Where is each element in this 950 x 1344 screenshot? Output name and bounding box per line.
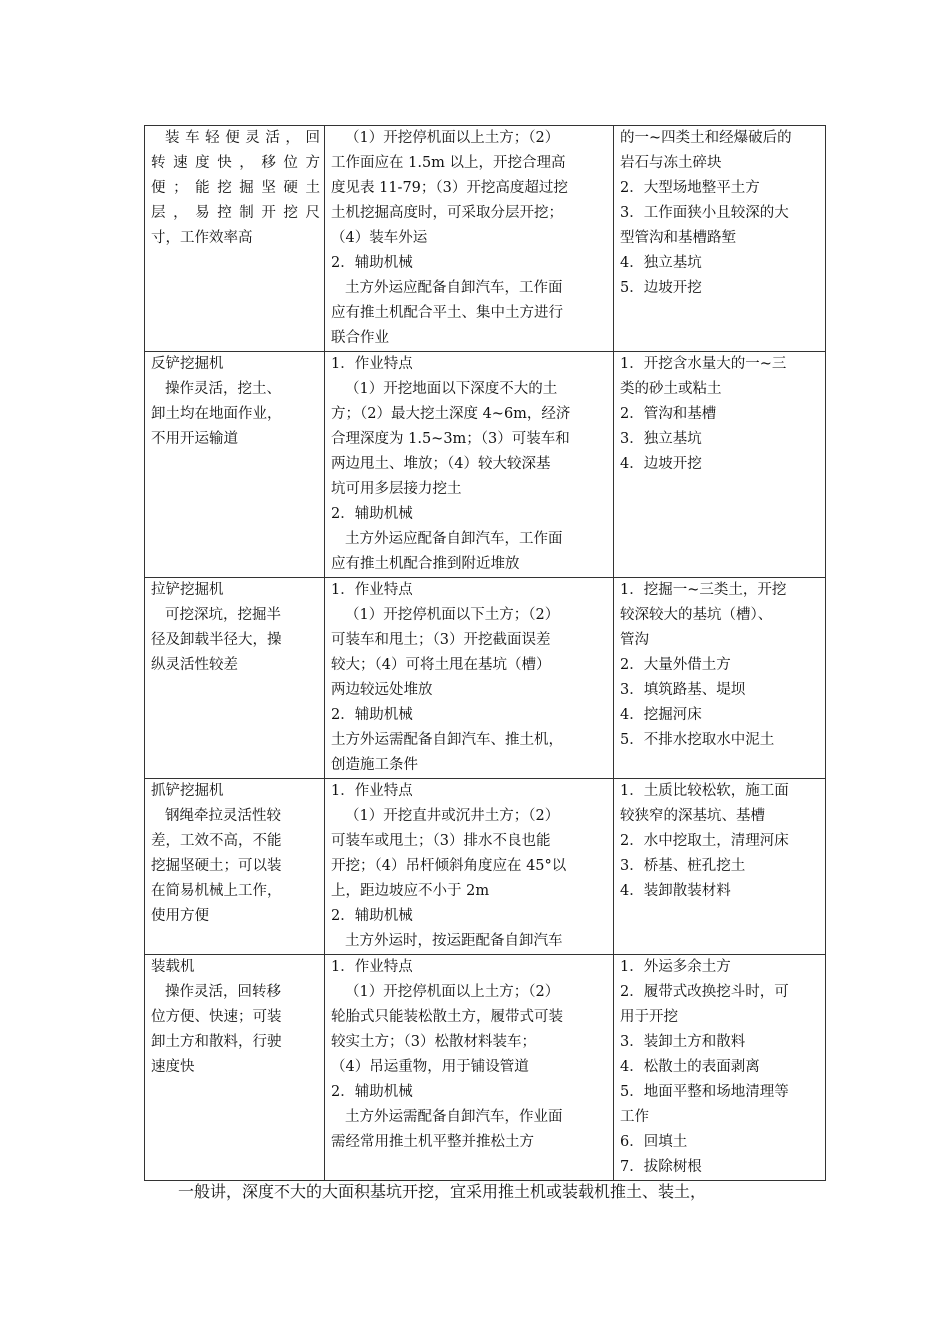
cell-line: 创造施工条件 — [331, 757, 418, 773]
cell-line: 工作面应在 1.5m 以上，开挖合理高 — [331, 155, 566, 171]
body-paragraph — [144, 1180, 844, 1204]
cell-line: 2．辅助机械 — [331, 255, 413, 271]
cell-line: （4）装车外运 — [331, 230, 428, 246]
cell-line: 度见表 11-79；（3）开挖高度超过挖 — [331, 180, 568, 196]
cell-line: 5．边坡开挖 — [620, 280, 702, 296]
cell-line: 不用开运输道 — [151, 431, 238, 447]
cell-line: 1．土质比较松软，施工面 — [620, 783, 789, 799]
cell-line: 土方外运应配备自卸汽车，工作面 — [345, 531, 563, 547]
cell-line: 寸，工作效率高 — [151, 230, 253, 246]
cell-line: 轮胎式只能装松散土方，履带式可装 — [331, 1009, 563, 1025]
cell-line: 4．挖掘河床 — [620, 707, 702, 723]
cell-line: 差，工效不高，不能 — [151, 833, 282, 849]
cell-line: 类的砂土或粘土 — [620, 381, 722, 397]
cell-applications — [614, 126, 826, 352]
cell-features — [325, 126, 614, 352]
cell-line: 3．桥基、桩孔挖土 — [620, 858, 746, 874]
cell-line: 坑可用多层接力挖土 — [331, 481, 462, 497]
cell-line: 4．松散土的表面剥离 — [620, 1059, 760, 1075]
cell-line: 可挖深坑，挖掘半 — [165, 607, 281, 623]
cell-line: 土方外运需配备自卸汽车，作业面 — [345, 1109, 563, 1125]
cell-line: 管沟 — [620, 632, 649, 648]
cell-line: 型管沟和基槽路堑 — [620, 230, 736, 246]
cell-line: 岩石与冻土碎块 — [620, 155, 722, 171]
cell-line: 2．辅助机械 — [331, 707, 413, 723]
cell-applications — [614, 352, 826, 578]
cell-equipment — [145, 352, 325, 578]
cell-line: 2．大型场地整平土方 — [620, 180, 760, 196]
cell-line: 装载机 — [151, 959, 195, 975]
cell-line: （1）开挖停机面以上土方；（2） — [345, 984, 560, 1000]
cell-line: 1．开挖含水量大的一~三 — [620, 356, 787, 372]
cell-line: 较狭窄的深基坑、基槽 — [620, 808, 765, 824]
cell-line: 1．外运多余土方 — [620, 959, 731, 975]
cell-line: 的一~四类土和经爆破后的 — [620, 130, 792, 146]
cell-line: 1．挖掘一~三类土，开挖 — [620, 582, 787, 598]
excavator-table — [144, 125, 826, 1181]
cell-line: 土方外运应配备自卸汽车，工作面 — [345, 280, 563, 296]
table-row — [145, 955, 826, 1181]
cell-features — [325, 352, 614, 578]
cell-line: 3．装卸土方和散料 — [620, 1034, 746, 1050]
cell-line: 在简易机械上工作， — [151, 883, 282, 899]
cell-line: 4．边坡开挖 — [620, 456, 702, 472]
cell-line: 合理深度为 1.5~3m；（3）可装车和 — [331, 431, 570, 447]
cell-line: 5．不排水挖取水中泥土 — [620, 732, 775, 748]
cell-line: 较深较大的基坑（槽）、 — [620, 607, 773, 623]
cell-features — [325, 955, 614, 1181]
cell-equipment — [145, 578, 325, 779]
cell-line: 较大；（4）可将土甩在基坑（槽） — [331, 657, 551, 673]
cell-equipment — [145, 126, 325, 352]
cell-line: （1）开挖停机面以上土方；（2） — [345, 130, 560, 146]
cell-line: 纵灵活性较差 — [151, 657, 238, 673]
cell-line: 两边甩土、堆放；（4）较大较深基 — [331, 456, 551, 472]
cell-line: 上，距边坡应不小于 2m — [331, 883, 490, 899]
cell-line: 径及卸载半径大，操 — [151, 632, 282, 648]
cell-line: 卸土均在地面作业， — [151, 406, 282, 422]
table-row — [145, 352, 826, 578]
cell-line: 钢绳牵拉灵活性较 — [165, 808, 281, 824]
cell-line: 2．辅助机械 — [331, 1084, 413, 1100]
cell-line: 6．回填土 — [620, 1134, 688, 1150]
cell-line: 1．作业特点 — [331, 783, 413, 799]
cell-line: 装车轻便灵活，回 — [165, 130, 320, 146]
paragraph-text: 一般讲，深度不大的大面积基坑开挖，宜采用推土机或装载机推土、装土， — [178, 1182, 707, 1201]
cell-line: 3．独立基坑 — [620, 431, 702, 447]
table-row — [145, 578, 826, 779]
cell-line: 5．地面平整和场地清理等 — [620, 1084, 789, 1100]
cell-line: 2．履带式改换挖斗时，可 — [620, 984, 789, 1000]
cell-line: 便；能挖掘坚硬土 — [151, 180, 320, 196]
cell-line: 2．管沟和基槽 — [620, 406, 717, 422]
cell-line: 需经常用推土机平整并推松土方 — [331, 1134, 534, 1150]
cell-line: 3．工作面狭小且较深的大 — [620, 205, 789, 221]
cell-line: 速度快 — [151, 1059, 195, 1075]
cell-line: （1）开挖停机面以下土方；（2） — [345, 607, 560, 623]
cell-line: 位方便、快速；可装 — [151, 1009, 282, 1025]
cell-line: 联合作业 — [331, 330, 389, 346]
cell-applications — [614, 955, 826, 1181]
cell-line: 4．独立基坑 — [620, 255, 702, 271]
cell-line: 2．水中挖取土，清理河床 — [620, 833, 789, 849]
cell-line: 土方外运需配备自卸汽车、推土机， — [331, 732, 563, 748]
cell-applications — [614, 578, 826, 779]
cell-applications — [614, 779, 826, 955]
cell-line: 两边较远处堆放 — [331, 682, 433, 698]
cell-line: （1）开挖地面以下深度不大的土 — [345, 381, 558, 397]
cell-line: 4．装卸散装材料 — [620, 883, 731, 899]
cell-line: 2．辅助机械 — [331, 908, 413, 924]
cell-line: 卸土方和散料，行驶 — [151, 1034, 282, 1050]
cell-features — [325, 779, 614, 955]
cell-line: 拉铲挖掘机 — [151, 582, 224, 598]
cell-line: 1．作业特点 — [331, 582, 413, 598]
cell-line: 反铲挖掘机 — [151, 356, 224, 372]
cell-line: 可装车或甩土；（3）排水不良也能 — [331, 833, 551, 849]
cell-line: （4）吊运重物，用于铺设管道 — [331, 1059, 529, 1075]
cell-line: 抓铲挖掘机 — [151, 783, 224, 799]
cell-line: （1）开挖直井或沉井土方；（2） — [345, 808, 560, 824]
cell-line: 可装车和甩土；（3）开挖截面误差 — [331, 632, 551, 648]
cell-line: 土方外运时，按运距配备自卸汽车 — [345, 933, 563, 949]
cell-line: 3．填筑路基、堤坝 — [620, 682, 746, 698]
cell-line: 2．辅助机械 — [331, 506, 413, 522]
cell-line: 应有推土机配合平土、集中土方进行 — [331, 305, 563, 321]
cell-line: 操作灵活，回转移 — [165, 984, 281, 1000]
cell-line: 操作灵活，挖土、 — [165, 381, 281, 397]
cell-equipment — [145, 955, 325, 1181]
cell-line: 挖掘坚硬土；可以装 — [151, 858, 282, 874]
table-row — [145, 779, 826, 955]
cell-line: 土机挖掘高度时，可采取分层开挖； — [331, 205, 563, 221]
cell-line: 方；（2）最大挖土深度 4~6m，经济 — [331, 406, 571, 422]
cell-line: 7．拔除树根 — [620, 1159, 702, 1175]
cell-line: 使用方便 — [151, 908, 209, 924]
cell-line: 工作 — [620, 1109, 649, 1125]
cell-line: 1．作业特点 — [331, 356, 413, 372]
cell-line: 层，易控制开挖尺 — [151, 205, 320, 221]
cell-line: 开挖；（4）吊杆倾斜角度应在 45°以 — [331, 858, 567, 874]
cell-equipment — [145, 779, 325, 955]
cell-features — [325, 578, 614, 779]
cell-line: 2．大量外借土方 — [620, 657, 731, 673]
cell-line: 用于开挖 — [620, 1009, 678, 1025]
table-row — [145, 126, 826, 352]
cell-line: 1．作业特点 — [331, 959, 413, 975]
cell-line: 应有推土机配合推到附近堆放 — [331, 556, 520, 572]
cell-line: 较实土方；（3）松散材料装车； — [331, 1034, 536, 1050]
cell-line: 转速度快，移位方 — [151, 155, 320, 171]
